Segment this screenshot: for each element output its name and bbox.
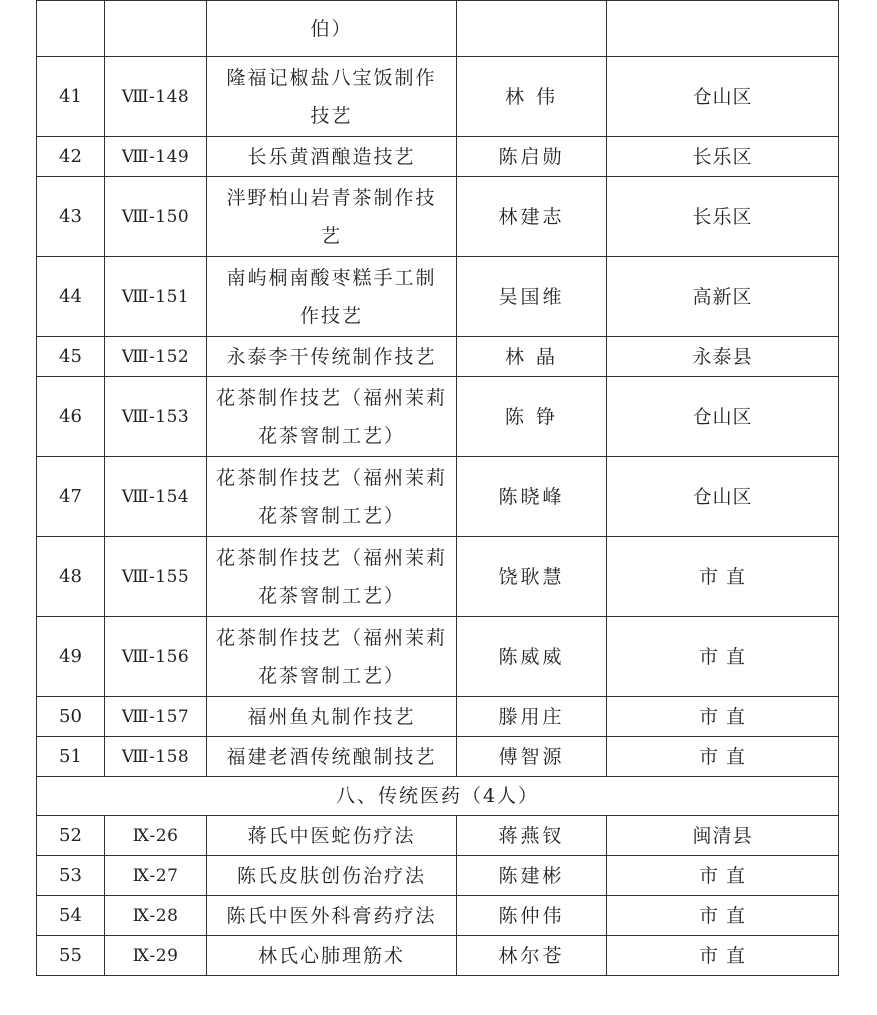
project-name-line: 花茶窨制工艺）	[257, 584, 405, 607]
table-row	[37, 816, 839, 856]
cell-project-name	[207, 697, 457, 737]
cell-code: Ⅷ-154	[105, 457, 207, 537]
cell-region: 市 直	[607, 896, 839, 936]
cell-code: Ⅸ-28	[105, 896, 207, 936]
cell-number: 44	[37, 257, 105, 337]
table-row	[37, 377, 839, 457]
cell-code: Ⅸ-27	[105, 856, 207, 896]
project-name-line: 花茶制作技艺（福州茉莉	[215, 466, 447, 489]
cell-code: Ⅷ-149	[105, 137, 207, 177]
cell-inheritor: 陈晓峰	[457, 457, 607, 537]
cell-region: 闽清县	[607, 816, 839, 856]
cell-number: 50	[37, 697, 105, 737]
cell-region: 市 直	[607, 617, 839, 697]
cell-project-name	[207, 856, 457, 896]
cell-project-name	[207, 377, 457, 457]
cell-project-name	[207, 617, 457, 697]
cell-project-name	[207, 936, 457, 976]
cell-project-name	[207, 257, 457, 337]
cell-code	[105, 1, 207, 57]
cell-project-name	[207, 896, 457, 936]
project-name-line: 艺	[320, 224, 342, 247]
cell-region: 市 直	[607, 737, 839, 777]
cell-project-name	[207, 537, 457, 617]
cell-number: 41	[37, 57, 105, 137]
cell-inheritor: 饶耿慧	[457, 537, 607, 617]
project-name-line: 花茶窨制工艺）	[257, 424, 405, 447]
table-row	[37, 457, 839, 537]
cell-inheritor: 陈 铮	[457, 377, 607, 457]
cell-inheritor	[457, 1, 607, 57]
cell-inheritor: 吴国维	[457, 257, 607, 337]
project-name-line: 泮野柏山岩青茶制作技	[226, 186, 437, 209]
cell-project-name	[207, 57, 457, 137]
table-row	[37, 617, 839, 697]
heritage-inheritor-table	[36, 0, 839, 976]
table-row	[37, 856, 839, 896]
project-name-line: 福州鱼丸制作技艺	[247, 705, 416, 728]
table-row	[37, 57, 839, 137]
project-name-line: 花茶制作技艺（福州茉莉	[215, 626, 447, 649]
cell-number: 54	[37, 896, 105, 936]
cell-number: 49	[37, 617, 105, 697]
cell-inheritor: 滕用庄	[457, 697, 607, 737]
project-name-line: 花茶窨制工艺）	[257, 664, 405, 687]
project-name-line: 南屿桐南酸枣糕手工制	[226, 266, 437, 289]
document-page	[36, 0, 839, 976]
project-name-line: 花茶窨制工艺）	[257, 504, 405, 527]
cell-inheritor: 蒋燕钗	[457, 816, 607, 856]
cell-inheritor: 林尔苍	[457, 936, 607, 976]
cell-inheritor: 林建志	[457, 177, 607, 257]
cell-region: 市 直	[607, 936, 839, 976]
cell-inheritor: 陈仲伟	[457, 896, 607, 936]
cell-code: Ⅸ-26	[105, 816, 207, 856]
cell-region	[607, 1, 839, 57]
cell-code: Ⅷ-152	[105, 337, 207, 377]
project-name-line: 隆福记椒盐八宝饭制作	[226, 66, 437, 89]
project-name-line: 陈氏皮肤创伤治疗法	[236, 864, 426, 887]
cell-number: 47	[37, 457, 105, 537]
project-name-line: 技艺	[310, 104, 353, 127]
table-row	[37, 337, 839, 377]
project-name-line: 长乐黄酒酿造技艺	[247, 145, 416, 168]
cell-code: Ⅷ-153	[105, 377, 207, 457]
cell-code: Ⅷ-158	[105, 737, 207, 777]
table-row-continuation	[37, 1, 839, 57]
cell-project-name	[207, 137, 457, 177]
cell-region: 长乐区	[607, 177, 839, 257]
cell-inheritor: 陈启勋	[457, 137, 607, 177]
section-heading: 八、传统医药（4人）	[37, 777, 839, 816]
table-row	[37, 257, 839, 337]
cell-region: 仓山区	[607, 457, 839, 537]
cell-region: 仓山区	[607, 377, 839, 457]
cell-project-name	[207, 816, 457, 856]
project-name-line: 林氏心肺理筋术	[257, 944, 405, 967]
table-row	[37, 896, 839, 936]
cell-code: Ⅷ-150	[105, 177, 207, 257]
cell-region: 市 直	[607, 856, 839, 896]
cell-region: 仓山区	[607, 57, 839, 137]
table-row	[37, 697, 839, 737]
project-name-line: 永泰李干传统制作技艺	[226, 345, 437, 368]
table-row	[37, 737, 839, 777]
cell-number: 42	[37, 137, 105, 177]
cell-inheritor: 陈建彬	[457, 856, 607, 896]
cell-number: 48	[37, 537, 105, 617]
cell-code: Ⅸ-29	[105, 936, 207, 976]
cell-region: 永泰县	[607, 337, 839, 377]
project-name-line: 蒋氏中医蛇伤疗法	[247, 824, 416, 847]
table-row	[37, 177, 839, 257]
cell-number: 45	[37, 337, 105, 377]
cell-code: Ⅷ-155	[105, 537, 207, 617]
cell-code: Ⅷ-151	[105, 257, 207, 337]
table-row	[37, 137, 839, 177]
table-row	[37, 537, 839, 617]
cell-code: Ⅷ-156	[105, 617, 207, 697]
cell-project-name	[207, 457, 457, 537]
cell-number: 52	[37, 816, 105, 856]
project-name-line: 花茶制作技艺（福州茉莉	[215, 546, 447, 569]
cell-inheritor: 陈威威	[457, 617, 607, 697]
cell-number: 55	[37, 936, 105, 976]
cell-project-name	[207, 337, 457, 377]
cell-inheritor: 傅智源	[457, 737, 607, 777]
cell-number: 43	[37, 177, 105, 257]
project-name-line: 花茶制作技艺（福州茉莉	[215, 386, 447, 409]
cell-inheritor: 林 伟	[457, 57, 607, 137]
project-name-line: 福建老酒传统酿制技艺	[226, 745, 437, 768]
project-name-line: 陈氏中医外科膏药疗法	[226, 904, 437, 927]
cell-project-name	[207, 177, 457, 257]
cell-number: 53	[37, 856, 105, 896]
project-name-line: 作技艺	[299, 304, 363, 327]
table-row	[37, 936, 839, 976]
section-heading-row	[37, 777, 839, 816]
cell-region: 高新区	[607, 257, 839, 337]
cell-code: Ⅷ-148	[105, 57, 207, 137]
cell-region: 市 直	[607, 697, 839, 737]
cell-project-name	[207, 737, 457, 777]
cell-number: 51	[37, 737, 105, 777]
cell-number: 46	[37, 377, 105, 457]
cell-region: 市 直	[607, 537, 839, 617]
cell-inheritor: 林 晶	[457, 337, 607, 377]
cell-region: 长乐区	[607, 137, 839, 177]
cell-project-name: 伯）	[207, 1, 457, 57]
cell-number	[37, 1, 105, 57]
cell-code: Ⅷ-157	[105, 697, 207, 737]
